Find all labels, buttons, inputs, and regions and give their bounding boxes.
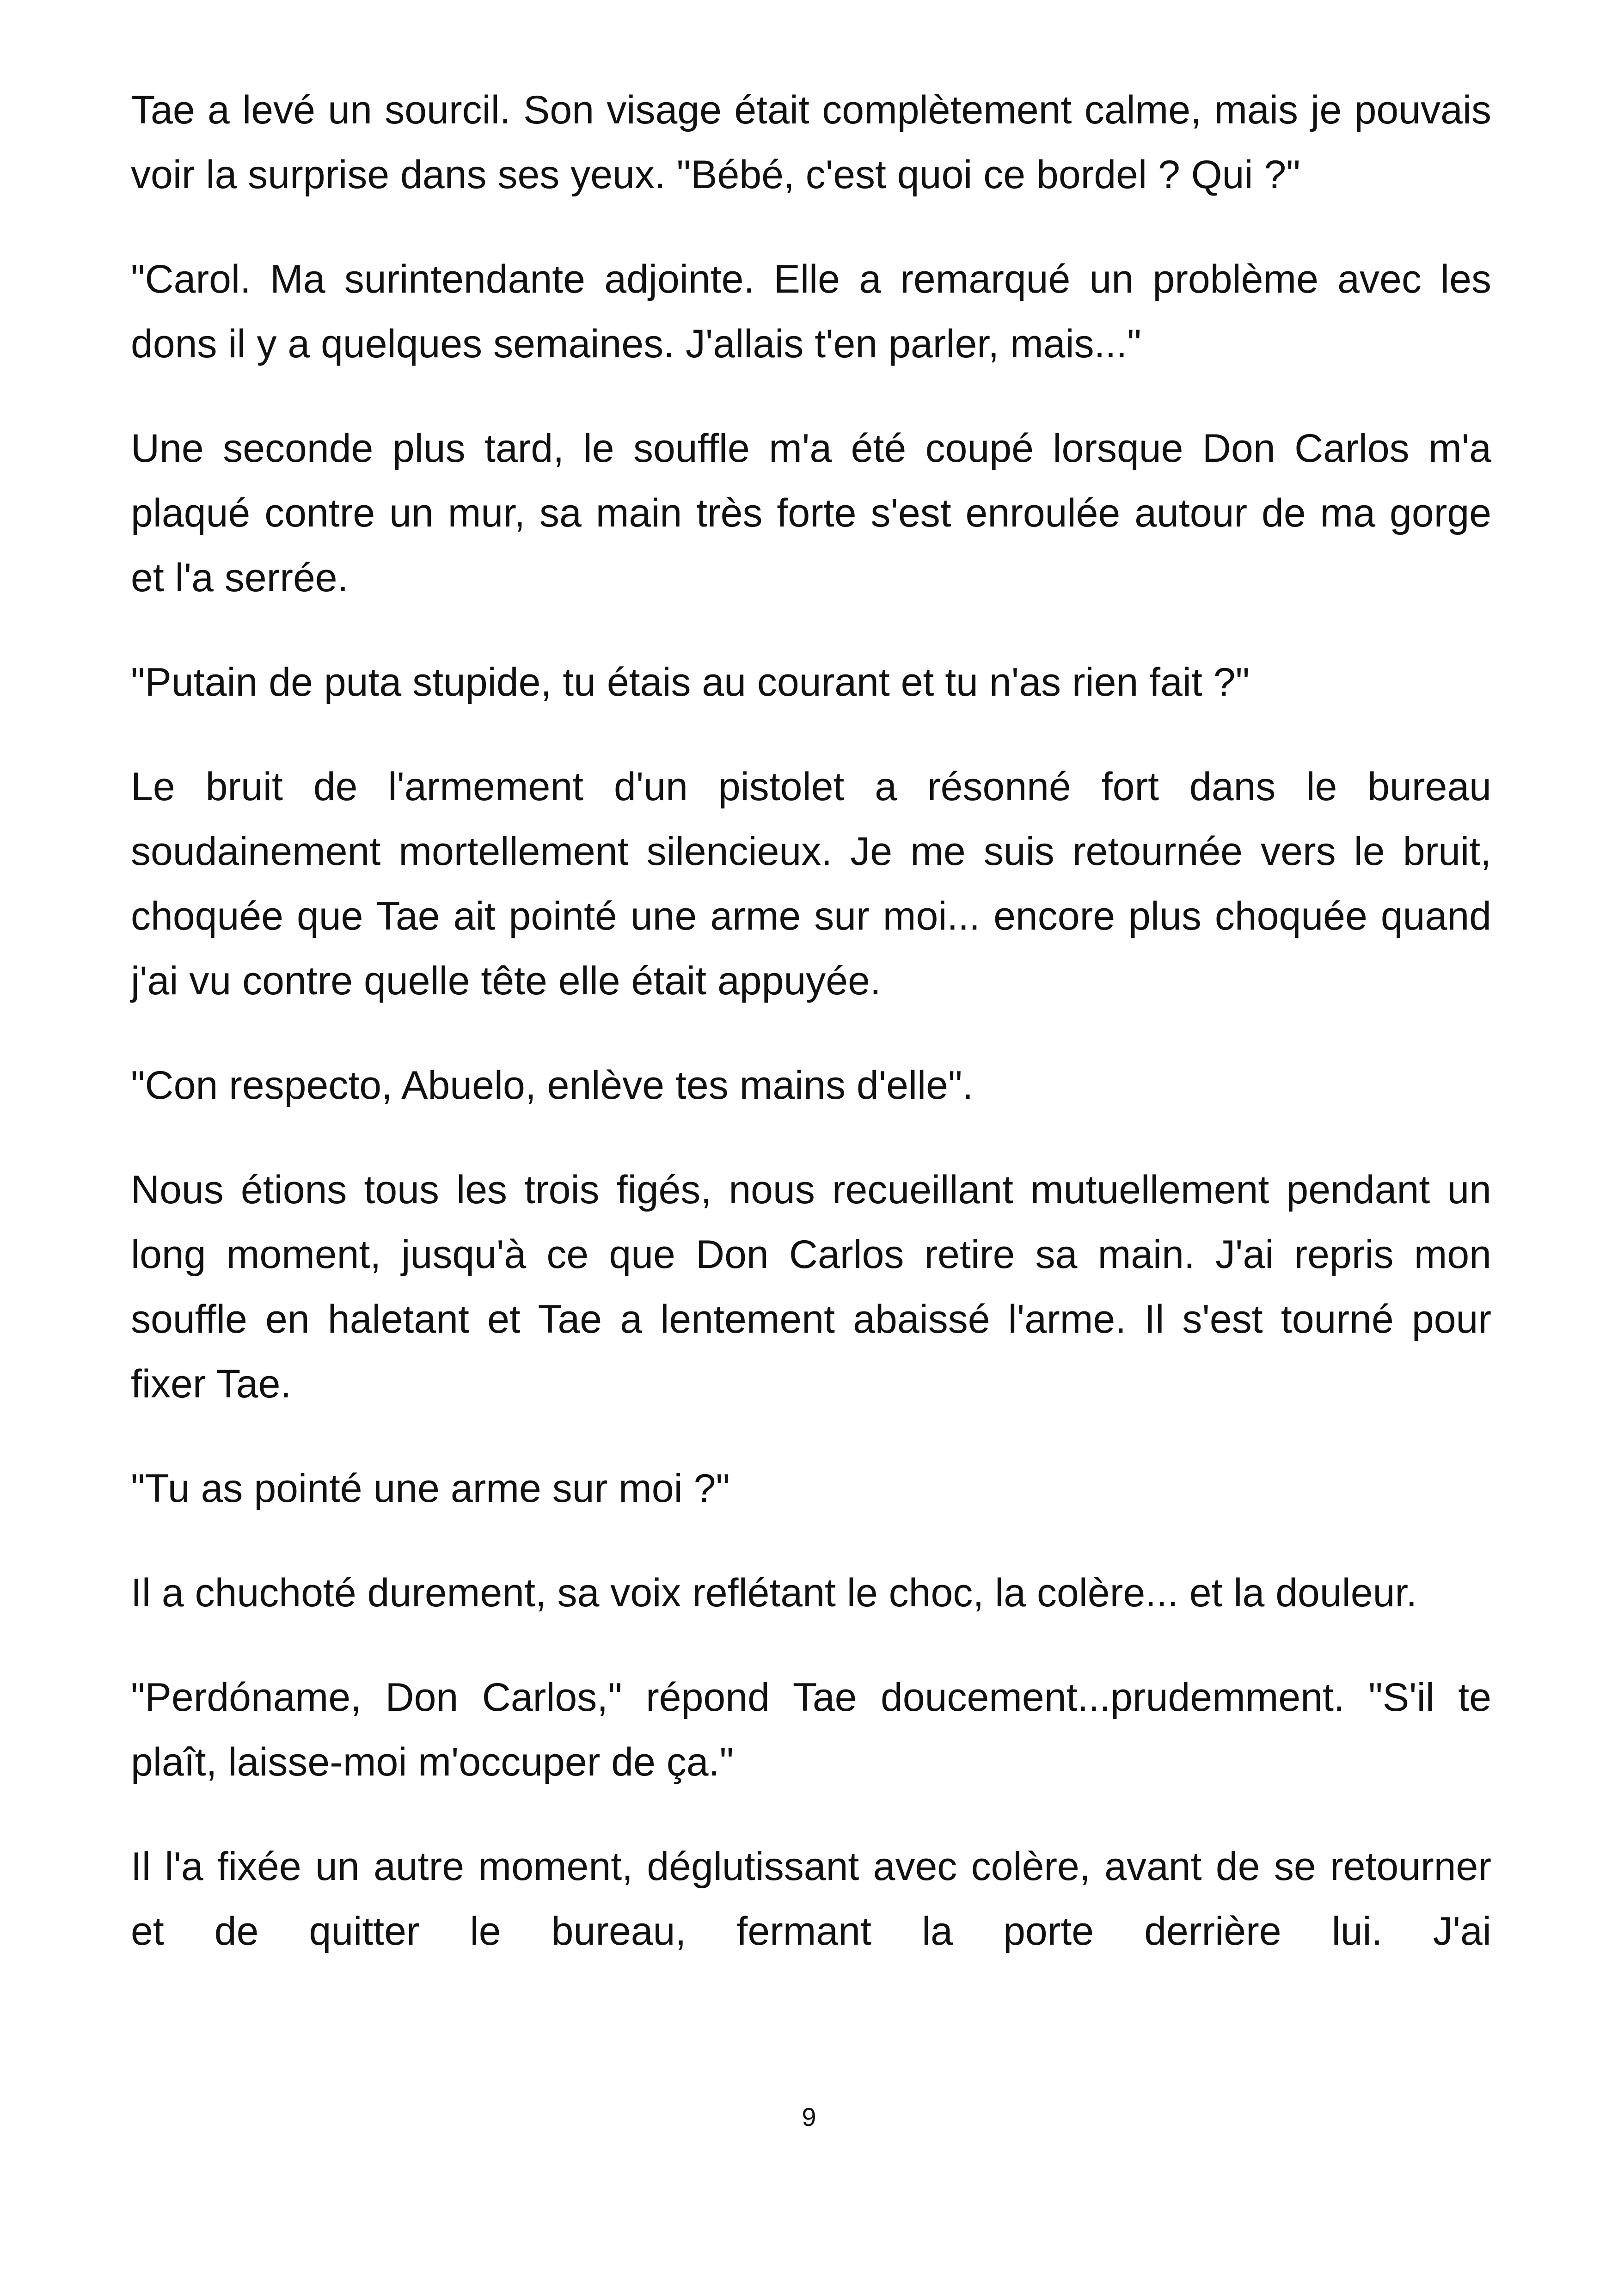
paragraph-5: Le bruit de l'armement d'un pistolet a résonné fort dans le bureau soudainement mortellement silencieux. Je me suis retournée vers le bruit, choquée que Tae ait pointé une arme sur moi... encore plus choquée quand j'ai vu contre quelle tête elle était appuyée. (131, 765, 1491, 1003)
paragraph-9: Il a chuchoté durement, sa voix reflétant le choc, la colère... et la douleur. (131, 1571, 1417, 1615)
paragraph-8: "Tu as pointé une arme sur moi ?" (131, 1466, 730, 1511)
paragraph-7: Nous étions tous les trois figés, nous recueillant mutuellement pendant un long moment, jusqu'à ce que Don Carlos retire sa main. J'ai repris mon souffle en haletant et Tae a lentement abaissé l'arme. Il s'est tourné pour fixer Tae. (131, 1168, 1491, 1406)
paragraph-6: "Con respecto, Abuelo, enlève tes mains d'elle". (131, 1063, 974, 1108)
paragraph-10: "Perdóname, Don Carlos," répond Tae doucement...prudemment. "S'il te plaît, laisse-moi m'occuper de ça." (131, 1675, 1491, 1784)
paragraph-1: Tae a levé un sourcil. Son visage était complètement calme, mais je pouvais voir la surprise dans ses yeux. "Bébé, c'est quoi ce bordel ? Qui ?" (131, 88, 1491, 197)
paragraph-11: Il l'a fixée un autre moment, déglutissant avec colère, avant de se retourner et de quitter le bureau, fermant la porte derrière lui. J'ai (131, 1844, 1491, 1953)
page-number: 9 (802, 2102, 816, 2131)
paragraph-3: Une seconde plus tard, le souffle m'a été coupé lorsque Don Carlos m'a plaqué contre un mur, sa main très forte s'est enroulée autour de ma gorge et l'a serrée. (131, 426, 1491, 600)
body-text (131, 78, 1491, 1964)
paragraph-2: "Carol. Ma surintendante adjointe. Elle a remarqué un problème avec les dons il y a quelques semaines. J'allais t'en parler, mais..." (131, 257, 1491, 366)
paragraph-4: "Putain de puta stupide, tu étais au courant et tu n'as rien fait ?" (131, 660, 1250, 704)
